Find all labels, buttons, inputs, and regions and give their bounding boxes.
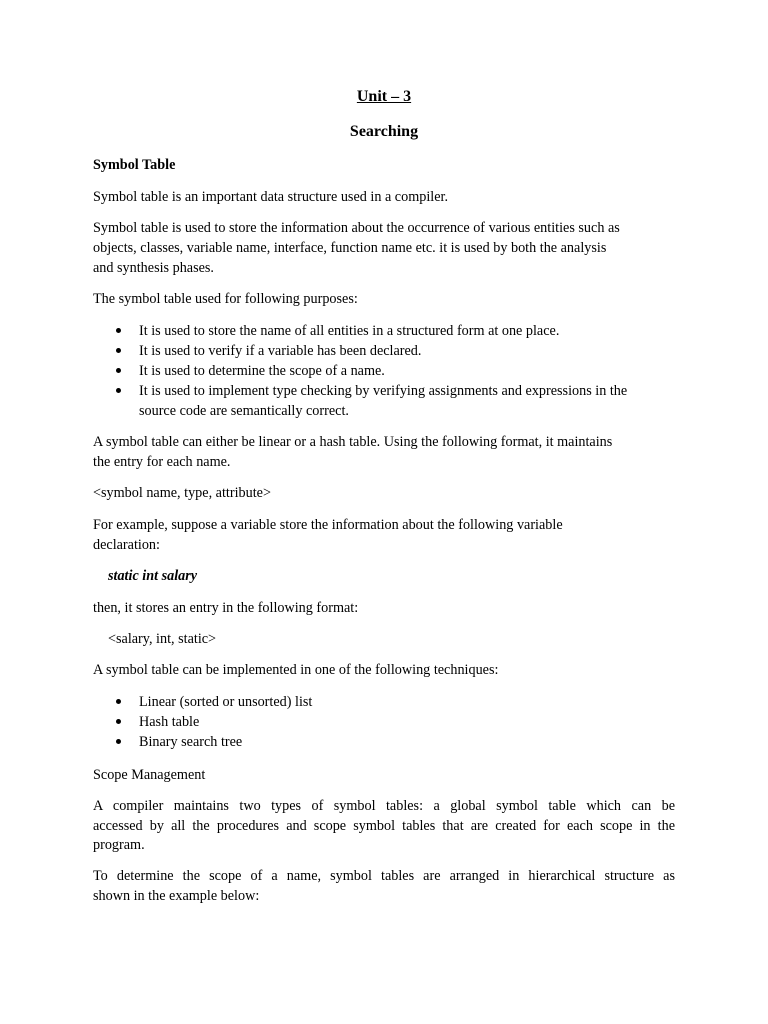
paragraph-example-line-1: For example, suppose a variable store the information about the following variable <box>93 517 563 533</box>
paragraph-intro: Symbol table is an important data structure used in a compiler. <box>93 189 448 205</box>
list-item: Binary search tree <box>93 732 675 752</box>
code-example: static int salary <box>108 568 198 584</box>
scope-management-heading: Scope Management <box>93 767 206 783</box>
paragraph-compiler-line-3: program. <box>93 837 145 853</box>
list-item: Hash table <box>93 712 675 732</box>
bullet-icon <box>116 719 121 724</box>
bullet-icon <box>116 699 121 704</box>
bullet-icon <box>116 739 121 744</box>
list-item: It is used to verify if a variable has been declared. <box>93 341 675 361</box>
bullet-icon <box>116 388 121 393</box>
list-item: Linear (sorted or unsorted) list <box>93 692 675 712</box>
paragraph-entry-intro: then, it stores an entry in the following format: <box>93 600 359 616</box>
paragraph-example-line-2: declaration: <box>93 537 160 553</box>
list-item: It is used to determine the scope of a name. <box>93 361 675 381</box>
format-example: <symbol name, type, attribute> <box>93 485 271 501</box>
list-item: It is used to store the name of all entities in a structured form at one place. <box>93 321 675 341</box>
section-title: Searching <box>349 123 419 140</box>
paragraph-usage-line-2: objects, classes, variable name, interface, function name etc. it is used by both the analysis <box>93 240 607 256</box>
paragraph-linear-hash-line-1: A symbol table can either be linear or a hash table. Using the following format, it maintains <box>93 434 613 450</box>
paragraph-techniques-intro: A symbol table can be implemented in one of the following techniques: <box>93 662 499 678</box>
bullet-icon <box>116 368 121 373</box>
paragraph-usage-line-3: and synthesis phases. <box>93 260 214 276</box>
paragraph-linear-hash-line-2: the entry for each name. <box>93 454 231 470</box>
bullet-icon <box>116 348 121 353</box>
list-item: It is used to implement type checking by verifying assignments and expressions in the <box>93 381 675 401</box>
paragraph-scope-line-1: To determine the scope of a name, symbol tables are arranged in hierarchical structure as <box>93 868 675 884</box>
unit-title: Unit – 3 <box>356 88 412 105</box>
paragraph-scope-line-2: shown in the example below: <box>93 888 260 904</box>
paragraph-compiler-line-1: A compiler maintains two types of symbol tables: a global symbol table which can be <box>93 798 675 814</box>
purposes-list <box>93 321 675 421</box>
list-item-continuation: source code are semantically correct. <box>139 403 349 419</box>
bullet-icon <box>116 328 121 333</box>
subheading-symbol-table: Symbol Table <box>93 157 176 173</box>
paragraph-purposes-intro: The symbol table used for following purposes: <box>93 291 358 307</box>
entry-example: <salary, int, static> <box>108 631 217 647</box>
paragraph-compiler-line-2: accessed by all the procedures and scope symbol tables that are created for each scope in the <box>93 818 675 834</box>
paragraph-usage-line-1: Symbol table is used to store the information about the occurrence of various entities such as <box>93 220 620 236</box>
techniques-list <box>93 692 675 752</box>
